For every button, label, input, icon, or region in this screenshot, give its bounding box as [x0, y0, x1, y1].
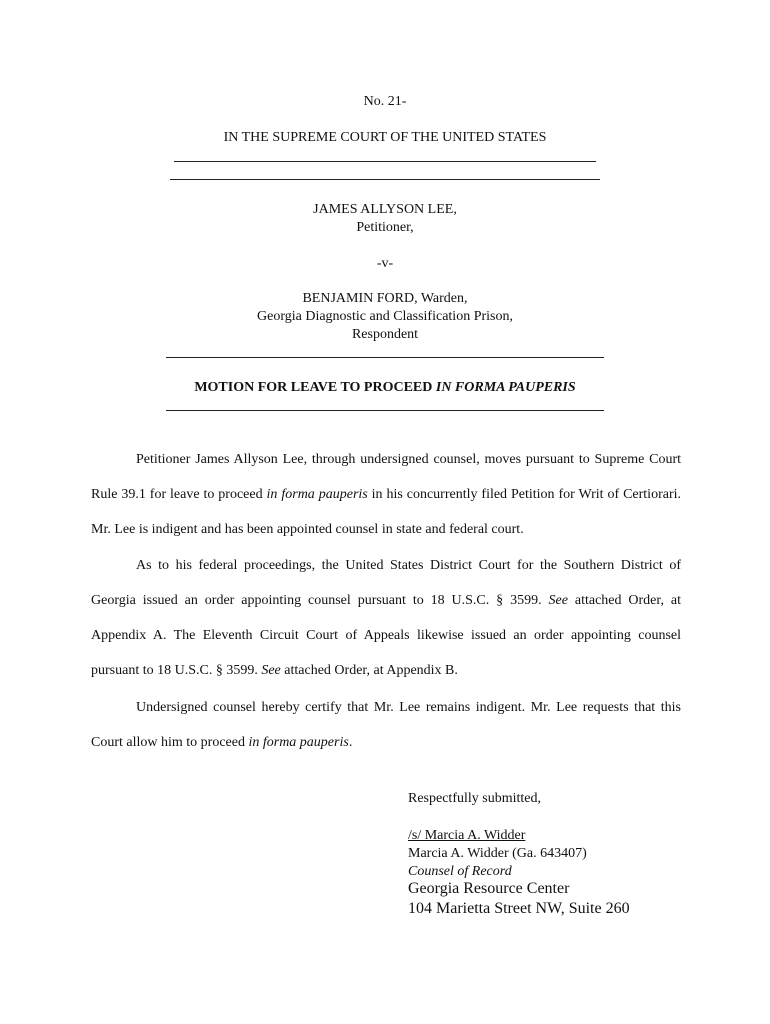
court-name: IN THE SUPREME COURT OF THE UNITED STATES: [223, 130, 547, 145]
counsel-name: Marcia A. Widder (Ga. 643407): [408, 846, 587, 861]
closing-line: Respectfully submitted,: [408, 791, 541, 806]
respondent-institution: Georgia Diagnostic and Classification Prison,: [257, 309, 513, 324]
versus-label: -v-: [376, 256, 394, 271]
docket-number: No. 21-: [363, 94, 407, 109]
organization-address: 104 Marietta Street NW, Suite 260: [408, 900, 630, 917]
petitioner-role: Petitioner,: [356, 220, 414, 235]
divider-rule: [166, 357, 604, 358]
organization-name: Georgia Resource Center: [408, 880, 570, 897]
respondent-role: Respondent: [351, 327, 419, 342]
motion-title: MOTION FOR LEAVE TO PROCEED IN FORMA PAUPERIS: [194, 380, 576, 395]
electronic-signature: /s/ Marcia A. Widder: [408, 828, 526, 843]
divider-rule: [166, 410, 604, 411]
body-paragraph-2: As to his federal proceedings, the United States District Court for the Southern District of Georgia issued an order appointing counsel pursuant to 18 U.S.C. § 3599. See attached Order, at Appendix A. The Eleventh Circuit Court of Appeals likewise issued an order appointing counsel pursuant to 18 U.S.C. § 3599. See attached Order, at Appendix B.: [91, 558, 682, 678]
counsel-role: Counsel of Record: [408, 864, 512, 879]
petitioner-name: JAMES ALLYSON LEE,: [313, 202, 457, 217]
divider-rule: [174, 161, 596, 162]
body-paragraph-3: Undersigned counsel hereby certify that Mr. Lee remains indigent. Mr. Lee requests that this Court allow him to proceed in forma pauperis.: [91, 700, 681, 750]
body-paragraph-1: Petitioner James Allyson Lee, through undersigned counsel, moves pursuant to Supreme Court Rule 39.1 for leave to proceed in forma pauperis in his concurrently filed Petition for Writ of Certiorari. Mr. Lee is indigent and has been appointed counsel in state and federal court.: [91, 452, 681, 537]
respondent-name: BENJAMIN FORD, Warden,: [302, 291, 468, 306]
divider-rule: [170, 179, 600, 180]
